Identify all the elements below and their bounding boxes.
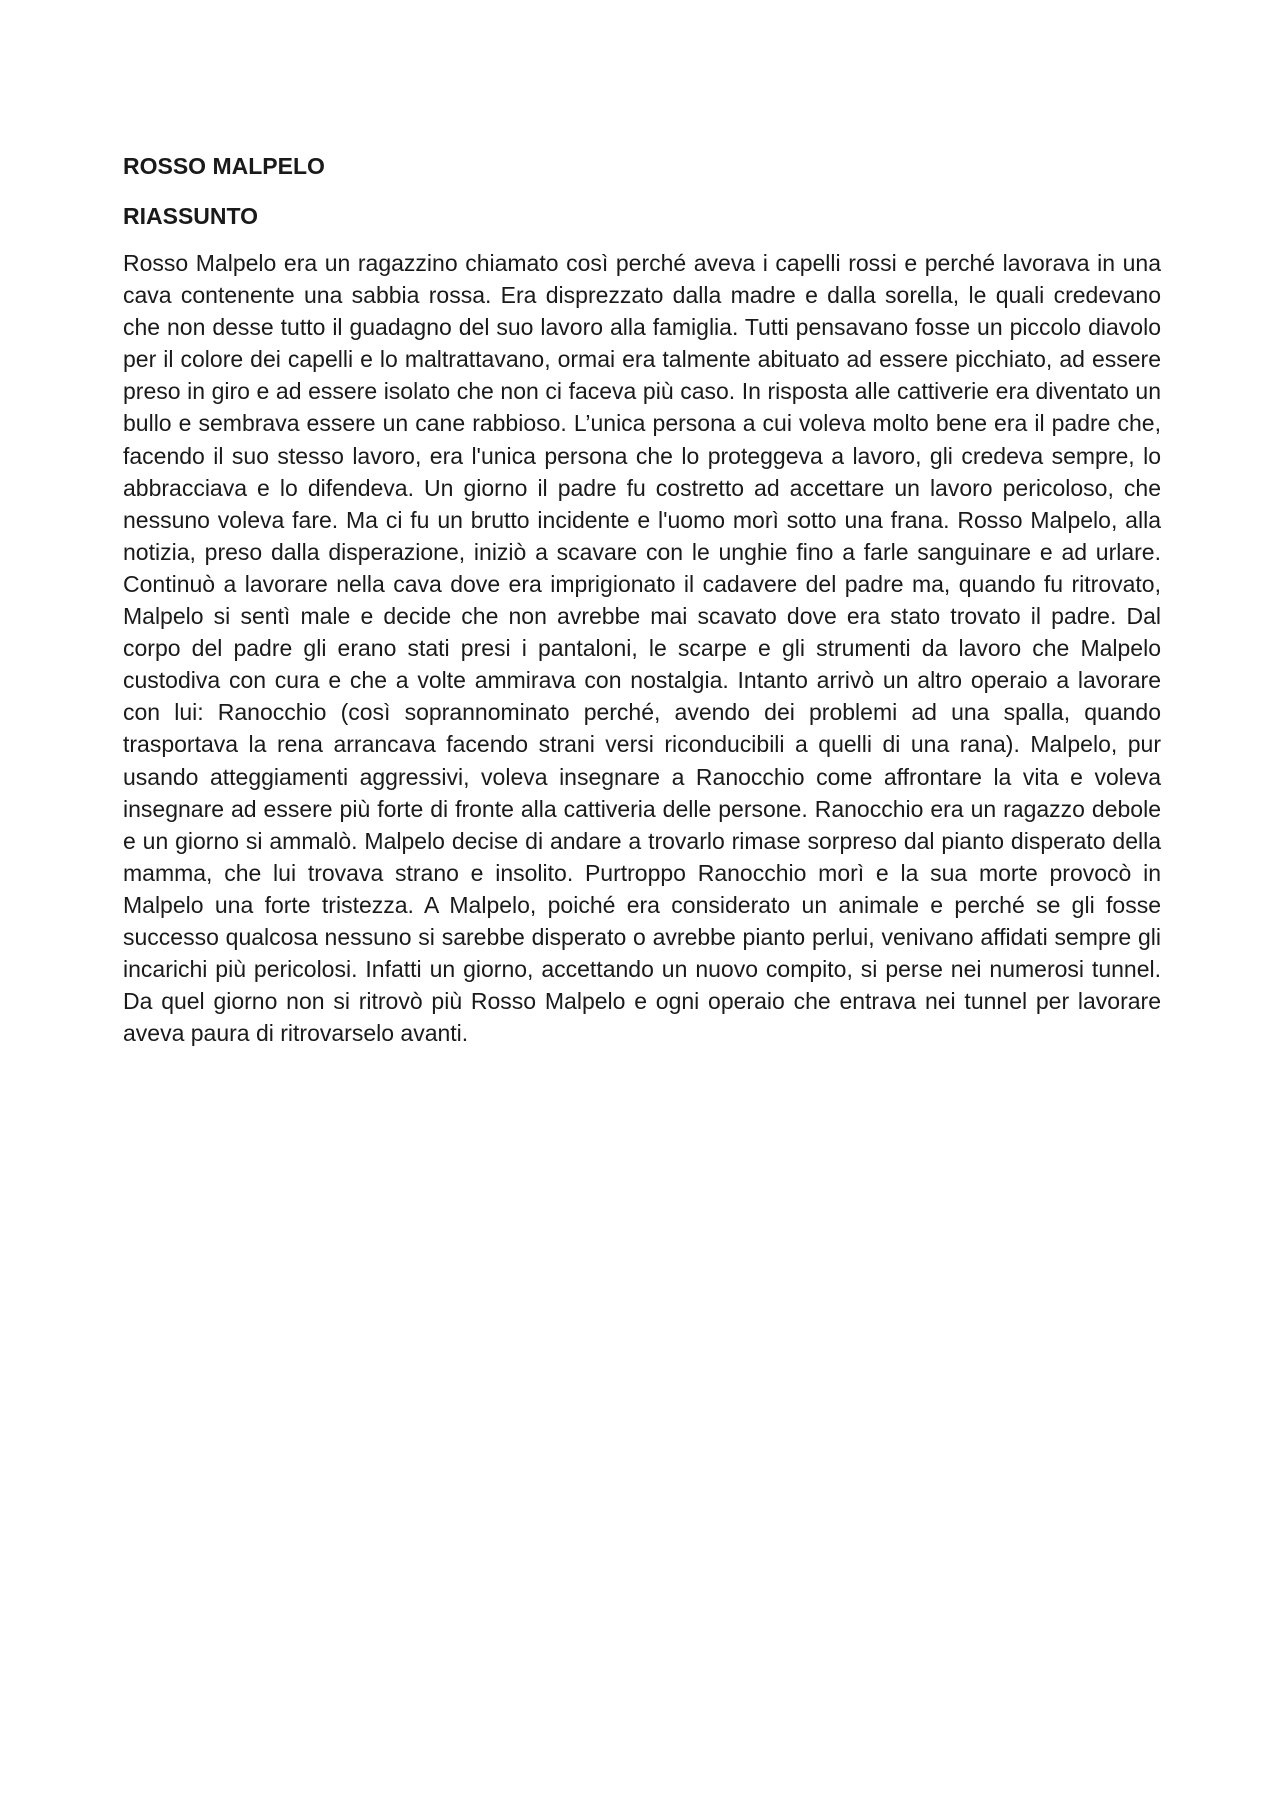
summary-paragraph: Rosso Malpelo era un ragazzino chiamato così perché aveva i capelli rossi e perché lavorava in una cava contenente una sabbia rossa. Era disprezzato dalla madre e dalla sorella, le quali credevano che non desse tutto il guadagno del suo lavoro alla famiglia. Tutti pensavano fosse un piccolo diavolo per il colore dei capelli e lo maltrattavano, ormai era talmente abituato ad essere picchiato, ad essere preso in giro e ad essere isolato che non ci faceva più caso. In risposta alle cattiverie era diventato un bullo e sembrava essere un cane rabbioso. L’unica persona a cui voleva molto bene era il padre che, facendo il suo stesso lavoro, era l'unica persona che lo proteggeva a lavoro, gli credeva sempre, lo abbracciava e lo difendeva. Un giorno il padre fu costretto ad accettare un lavoro pericoloso, che nessuno voleva fare. Ma ci fu un brutto incidente e l'uomo morì sotto una frana. Rosso Malpelo, alla notizia, preso dalla disperazione, iniziò a scavare con le unghie fino a farle sanguinare e ad urlare. Continuò a lavorare nella cava dove era imprigionato il cadavere del padre ma, quando fu ritrovato, Malpelo si sentì male e decide che non avrebbe mai scavato dove era stato trovato il padre. Dal corpo del padre gli erano stati presi i pantaloni, le scarpe e gli strumenti da lavoro che Malpelo custodiva con cura e che a volte ammirava con nostalgia. Intanto arrivò un altro operaio a lavorare con lui: Ranocchio (così soprannominato perché, avendo dei problemi ad una spalla, quando trasportava la rena arrancava facendo strani versi riconducibili a quelli di una rana). Malpelo, pur usando atteggiamenti aggressivi, voleva insegnare a Ranocchio come affrontare la vita e voleva insegnare ad essere più forte di fronte alla cattiveria delle persone. Ranocchio era un ragazzo debole e un giorno si ammalò. Malpelo decise di andare a trovarlo rimase sorpreso dal pianto disperato della mamma, che lui trovava strano e insolito. Purtroppo Ranocchio morì e la sua morte provocò in Malpelo una forte tristezza. A Malpelo, poiché era considerato un animale e perché se gli fosse successo qualcosa nessuno si sarebbe disperato o avrebbe pianto perlui, venivano affidati sempre gli incarichi più pericolosi. Infatti un giorno, accettando un nuovo compito, si perse nei numerosi tunnel. Da quel giorno non si ritrovò più Rosso Malpelo e ogni operaio che entrava nei tunnel per lavorare aveva paura di ritrovarselo avanti.: [123, 250, 1161, 1047]
document-title: ROSSO MALPELO: [123, 153, 325, 179]
document-subtitle: RIASSUNTO: [123, 203, 259, 229]
document-content: [123, 150, 1161, 1049]
